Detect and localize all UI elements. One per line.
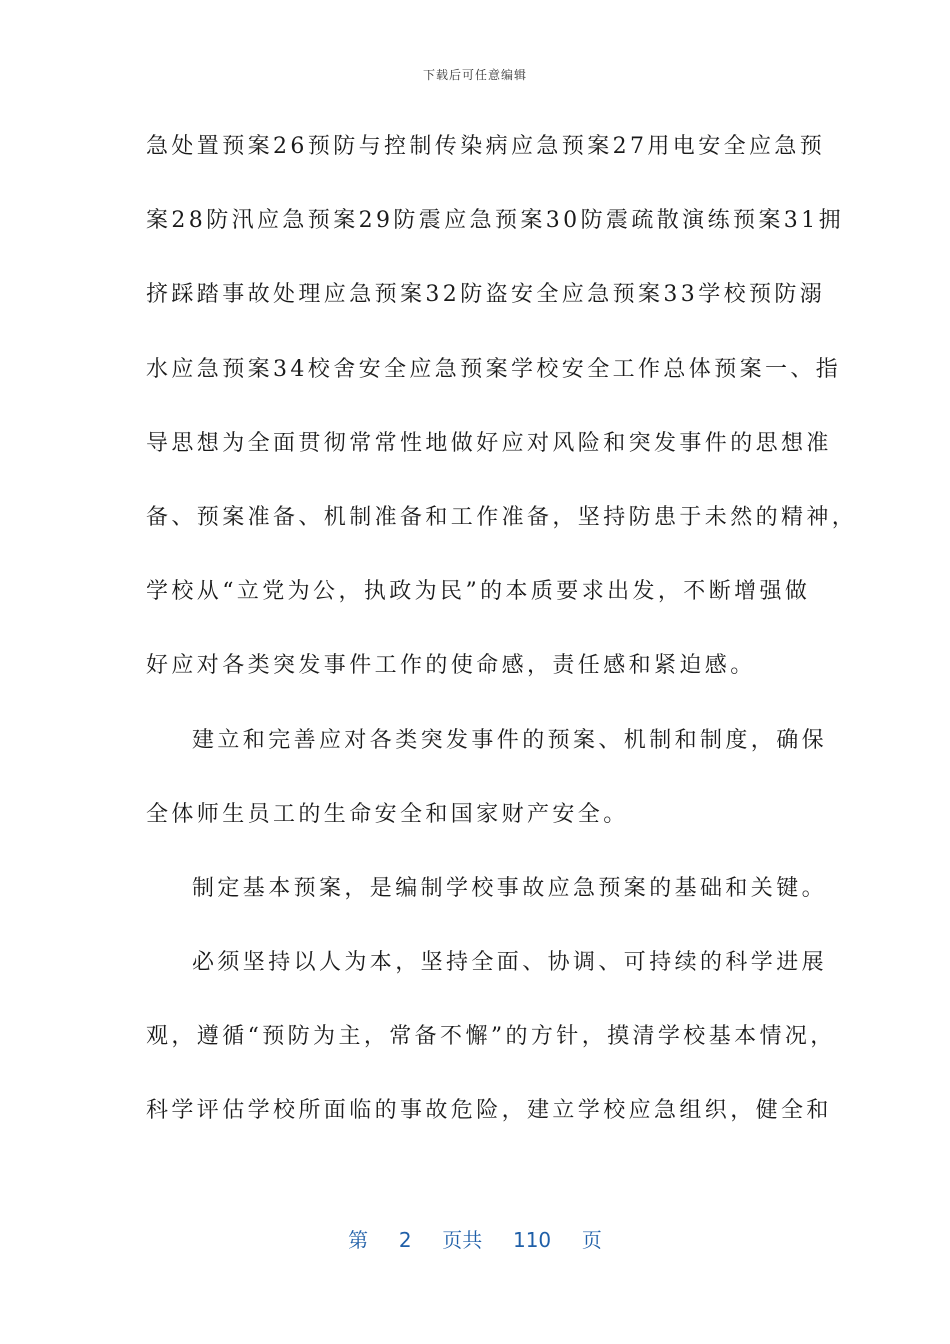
text-line: 学校从“立党为公，执政为民”的本质要求出发，不断增强做 xyxy=(146,579,811,605)
page-header: 下载后可任意编辑 xyxy=(422,68,527,82)
paragraph-start-line: 制定基本预案，是编制学校事故应急预案的基础和关键。 xyxy=(192,875,828,901)
text-line: 备、预案准备、机制准备和工作准备，坚持防患于未然的精神， xyxy=(146,504,858,530)
text-line: 案28防汛应急预案29防震应急预案30防震疏散演练预案31拥 xyxy=(146,208,844,234)
footer-suffix: 页 xyxy=(581,1228,602,1252)
text-line: 挤踩踏事故处理应急预案32防盗安全应急预案33学校预防溺 xyxy=(146,282,826,308)
text-line: 观，遵循“预防为主，常备不懈”的方针，摸清学校基本情况， xyxy=(146,1024,836,1050)
page-footer xyxy=(0,1224,950,1253)
document-body xyxy=(146,118,858,1157)
paragraph-start-line: 建立和完善应对各类突发事件的预案、机制和制度，确保 xyxy=(192,727,828,753)
total-pages: 110 xyxy=(512,1228,552,1252)
footer-middle: 页共 xyxy=(442,1228,483,1252)
text-line: 水应急预案34校舍安全应急预案学校安全工作总体预案一、指 xyxy=(146,356,842,382)
text-line: 导思想为全面贯彻常常性地做好应对风险和突发事件的思想准 xyxy=(146,430,832,456)
current-page-number: 2 xyxy=(398,1228,412,1252)
paragraph-start-line: 必须坚持以人为本，坚持全面、协调、可持续的科学进展 xyxy=(192,950,828,976)
footer-prefix: 第 xyxy=(348,1228,369,1252)
text-line: 好应对各类突发事件工作的使命感，责任感和紧迫感。 xyxy=(146,653,756,679)
text-line: 全体师生员工的生命安全和国家财产安全。 xyxy=(146,801,629,827)
text-line: 急处置预案26预防与控制传染病应急预案27用电安全应急预 xyxy=(146,134,826,159)
text-line: 科学评估学校所面临的事故危险，建立学校应急组织，健全和 xyxy=(146,1098,832,1124)
